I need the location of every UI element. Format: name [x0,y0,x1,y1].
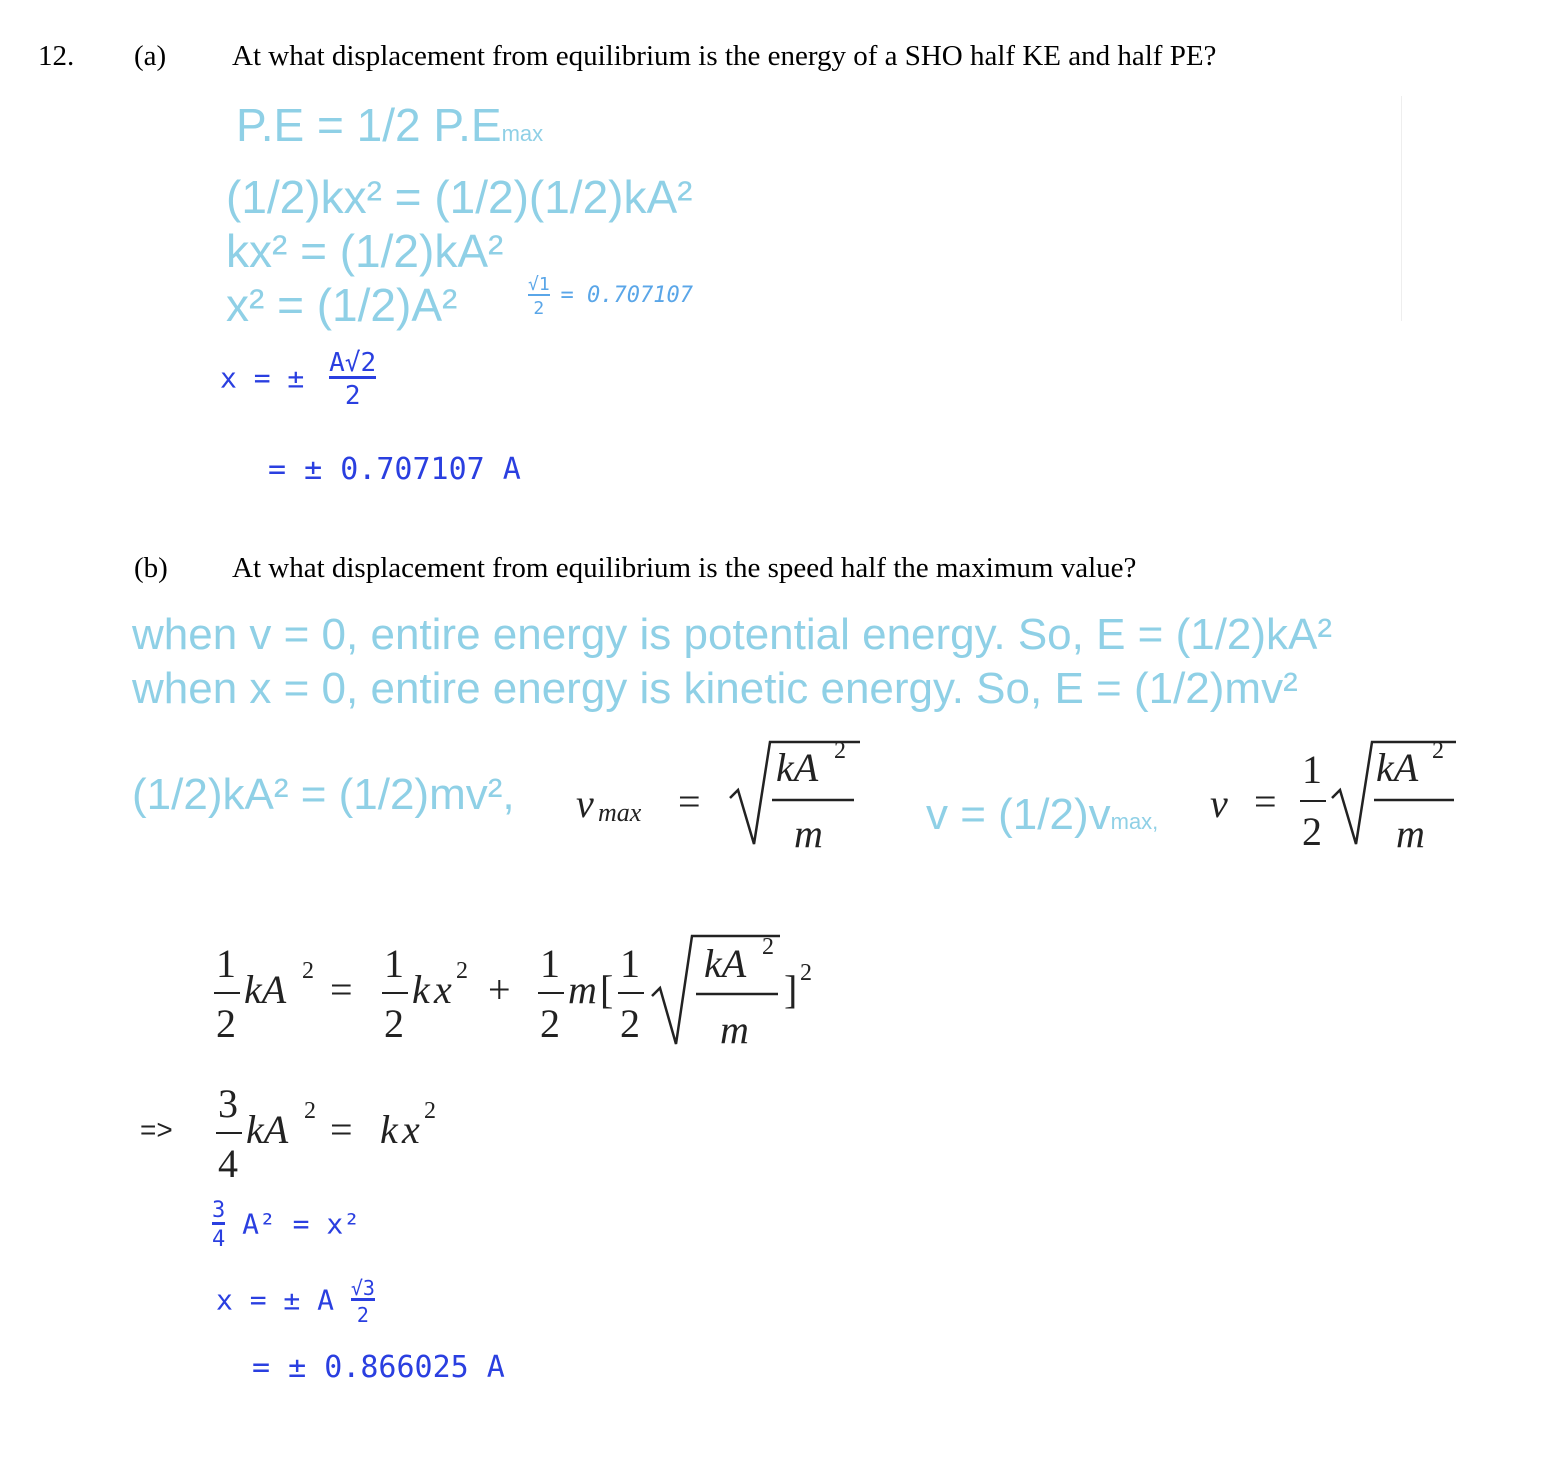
v-lhs: v [1210,781,1228,826]
eq-plus: + [488,967,511,1012]
eq-equals: = [330,967,353,1012]
result-a: = ± 0.707107 A [268,452,521,487]
root-note-num: √1 [528,274,550,295]
vmax-kA: kA [776,745,819,790]
right-bracket: ] [784,967,798,1012]
hand2-left: x = ± A [216,1283,335,1317]
fraction-bar [216,1132,242,1134]
half-vmax-line [926,790,1158,840]
simp-k: k [380,1107,398,1152]
eq-one-1: 1 [216,941,236,986]
pe-half-main: P.E = 1/2 P.E [236,99,502,151]
simp-sup2-2: 2 [424,1098,436,1124]
vmax-sub: max [598,798,642,827]
v-sup2: 2 [1432,738,1444,764]
simp-sup2-1: 2 [304,1098,316,1124]
eq-one-4: 1 [620,941,640,986]
pe-max-sub: max [501,121,544,146]
eq-kA-1: kA [244,967,287,1012]
x-num-a: A√2 [329,348,377,378]
root-note-den: 2 [528,294,550,318]
eq-m-den: m [720,1007,749,1052]
hand1-num: 3 [212,1198,226,1223]
x-eq-a: x = ± [220,361,305,395]
part-a-question: At what displacement from equilibrium is the energy of a SHO half KE and half PE? [232,40,1217,72]
eq-sup2-4: 2 [800,960,812,986]
vmax-sup2: 2 [834,738,846,764]
eq-sup2-2: 2 [456,958,468,984]
part-b-label: (b) [134,552,168,584]
vmax-m: m [794,811,823,856]
hand2-num: √3 [350,1276,375,1300]
fraction-bar [538,992,564,994]
kinetic-energy-line: when x = 0, entire energy is kinetic energy. So, E = (1/2)mv² [132,664,1298,713]
four-denominator: 4 [218,1141,238,1186]
eq-kA-2: kA [704,941,747,986]
v-one: 1 [1302,747,1322,792]
half-vmax-sub: max, [1110,809,1159,834]
fraction-bar [214,992,240,994]
vmax-v: v [576,781,594,826]
part-b-question: At what displacement from equilibrium is the speed half the maximum value? [232,552,1137,584]
equation-line-2: (1/2)kx² = (1/2)(1/2)kA² [226,171,693,223]
simp-kA: kA [246,1107,289,1152]
hand2-den: 2 [351,1298,375,1325]
x-den-a: 2 [329,376,376,409]
energy-equality-line: (1/2)kA² = (1/2)mv², [132,770,515,819]
v-equals: = [1254,779,1277,824]
hand1-den: 4 [212,1222,225,1251]
left-bracket: [ [600,967,614,1012]
eq-two-3: 2 [540,1001,560,1046]
divider-line [1401,96,1402,321]
eq-two-4: 2 [620,1001,640,1046]
x-solution-a [220,350,376,409]
pe-half-line [236,98,543,152]
fraction-bar [382,992,408,994]
eq-k: k [412,967,430,1012]
result-b: = ± 0.866025 A [252,1350,505,1385]
fraction-bar [618,992,644,994]
eq-sup2-1: 2 [302,958,314,984]
hand-line-1 [212,1200,360,1251]
root-note-value: = 0.707107 [560,283,693,308]
eq-two-2: 2 [384,1001,404,1046]
eq-sup2-3: 2 [762,934,774,960]
equation-line-3: kx² = (1/2)kA² [226,225,504,277]
v-m: m [1396,811,1425,856]
v-two: 2 [1302,809,1322,854]
root-half-note [528,276,693,318]
simp-x: x [402,1107,420,1152]
equation-line-4: x² = (1/2)A² [226,279,458,331]
three-numerator: 3 [218,1081,238,1126]
fraction-bar [1300,800,1326,802]
eq-x: x [434,967,452,1012]
implies-arrow: => [140,1114,173,1145]
question-number: 12. [38,40,75,72]
eq-m: m [568,967,597,1012]
potential-energy-line: when v = 0, entire energy is potential energy. So, E = (1/2)kA² [132,610,1333,659]
eq-two-1: 2 [216,1001,236,1046]
hand1-rest: A² = x² [242,1207,361,1241]
simp-equals: = [330,1107,353,1152]
eq-one-2: 1 [384,941,404,986]
hand-line-2 [216,1278,375,1325]
half-vmax-main: v = (1/2)v [926,790,1111,839]
v-kA: kA [1376,745,1419,790]
simplified-equation [140,1080,480,1186]
vmax-equals: = [678,779,701,824]
part-a-label: (a) [134,40,167,72]
eq-one-3: 1 [540,941,560,986]
energy-conservation-equation [210,936,830,1056]
